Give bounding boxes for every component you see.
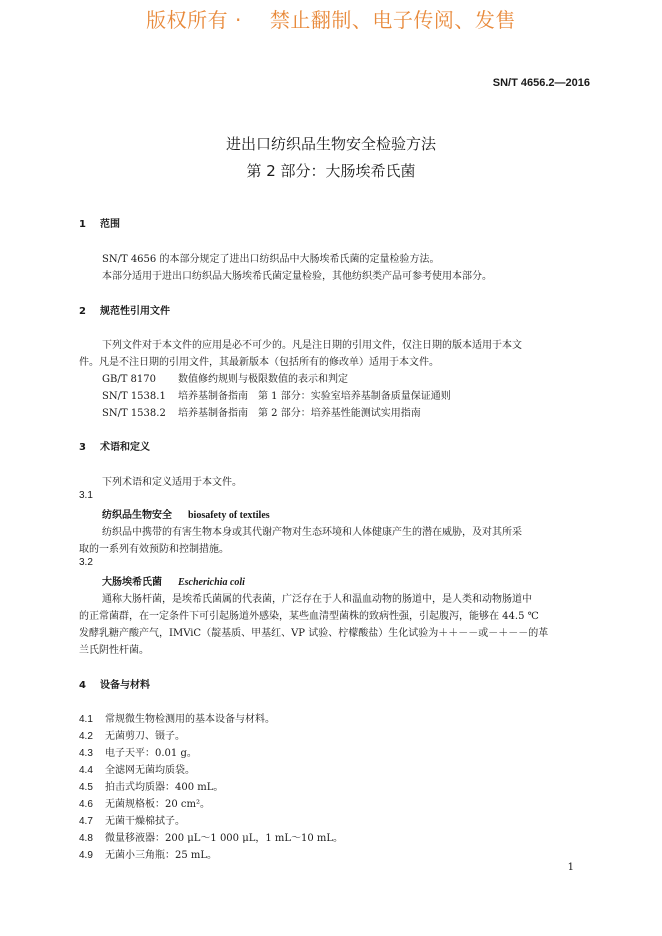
document-title: 进出口纺织品生物安全检验方法	[225, 135, 436, 153]
section-3-heading: 3 术语和定义	[79, 442, 150, 453]
reference-item: GB/T 8170 数值修约规则与极限数值的表示和判定	[102, 374, 348, 385]
term-3-2-definition-line-3: 发酵乳糖产酸产气，IMViC（靛基质、甲基红、VP 试验、柠檬酸盐）生化试验为＋＋－－或－＋－－的革	[79, 628, 549, 639]
list-item: 4.6 无菌规格板：20 cm²。	[79, 799, 210, 810]
standard-number: SN/T 4656.2—2016	[492, 77, 590, 89]
section-1-heading: 1 范围	[79, 219, 120, 230]
section-1-para-1: SN/T 4656 的本部分规定了进出口纺织品中大肠埃希氏菌的定量检验方法。	[102, 254, 440, 265]
list-item: 4.8 微量移液器：200 μL～1 000 μL，1 mL～10 mL。	[79, 833, 344, 844]
term-3-1-number: 3.1	[79, 490, 93, 501]
term-3-2-definition-line-4: 兰氏阴性杆菌。	[79, 645, 149, 656]
list-item: 4.7 无菌干燥棉拭子。	[79, 816, 185, 827]
term-3-2-number: 3.2	[79, 557, 93, 568]
section-4-heading: 4 设备与材料	[79, 680, 150, 691]
term-3-2-definition-line-1: 通称大肠杆菌，是埃希氏菌属的代表菌，广泛存在于人和温血动物的肠道中，是人类和动物肠道中	[102, 594, 532, 605]
section-3-intro: 下列术语和定义适用于本文件。	[102, 477, 242, 488]
list-item: 4.5 拍击式均质器：400 mL。	[79, 782, 224, 793]
list-item: 4.3 电子天平：0.01 g。	[79, 748, 197, 759]
section-2-para-line-2: 件。凡是不注日期的引用文件，其最新版本（包括所有的修改单）适用于本文件。	[79, 357, 439, 368]
page-number: 1	[567, 862, 574, 873]
term-3-1-title: 纺织品生物安全 biosafety of textiles	[102, 510, 270, 521]
reference-item: SN/T 1538.1 培养基制备指南 第 1 部分：实验室培养基制备质量保证通则	[102, 391, 451, 402]
document-subtitle: 第 2 部分：大肠埃希氏菌	[246, 162, 416, 180]
copyright-watermark	[0, 4, 662, 33]
term-3-2-title: 大肠埃希氏菌 Escherichia coli	[102, 577, 245, 588]
watermark-left: 版权所有 ·	[146, 8, 242, 32]
section-1-para-2: 本部分适用于进出口纺织品大肠埃希氏菌定量检验，其他纺织类产品可参考使用本部分。	[102, 271, 492, 282]
list-item: 4.4 全滤网无菌均质袋。	[79, 765, 195, 776]
list-item: 4.1 常规微生物检测用的基本设备与材料。	[79, 714, 275, 725]
section-2-para-line-1: 下列文件对于本文件的应用是必不可少的。凡是注日期的引用文件，仅注日期的版本适用于本文	[102, 340, 522, 351]
watermark-right: 禁止翻制、电子传阅、发售	[269, 8, 516, 32]
list-item: 4.9 无菌小三角瓶：25 mL。	[79, 850, 218, 861]
section-2-heading: 2 规范性引用文件	[79, 306, 170, 317]
term-3-2-definition-line-2: 的正常菌群，在一定条件下可引起肠道外感染，某些血清型菌株的致病性强，引起腹泻，能够在 44.5 ℃	[79, 611, 539, 622]
list-item: 4.2 无菌剪刀、镊子。	[79, 731, 185, 742]
term-3-1-definition-line-1: 纺织品中携带的有害生物本身或其代谢产物对生态环境和人体健康产生的潜在威胁，及对其所采	[102, 527, 522, 538]
reference-item: SN/T 1538.2 培养基制备指南 第 2 部分：培养基性能测试实用指南	[102, 408, 421, 419]
term-3-1-definition-line-2: 取的一系列有效预防和控制措施。	[79, 544, 229, 555]
